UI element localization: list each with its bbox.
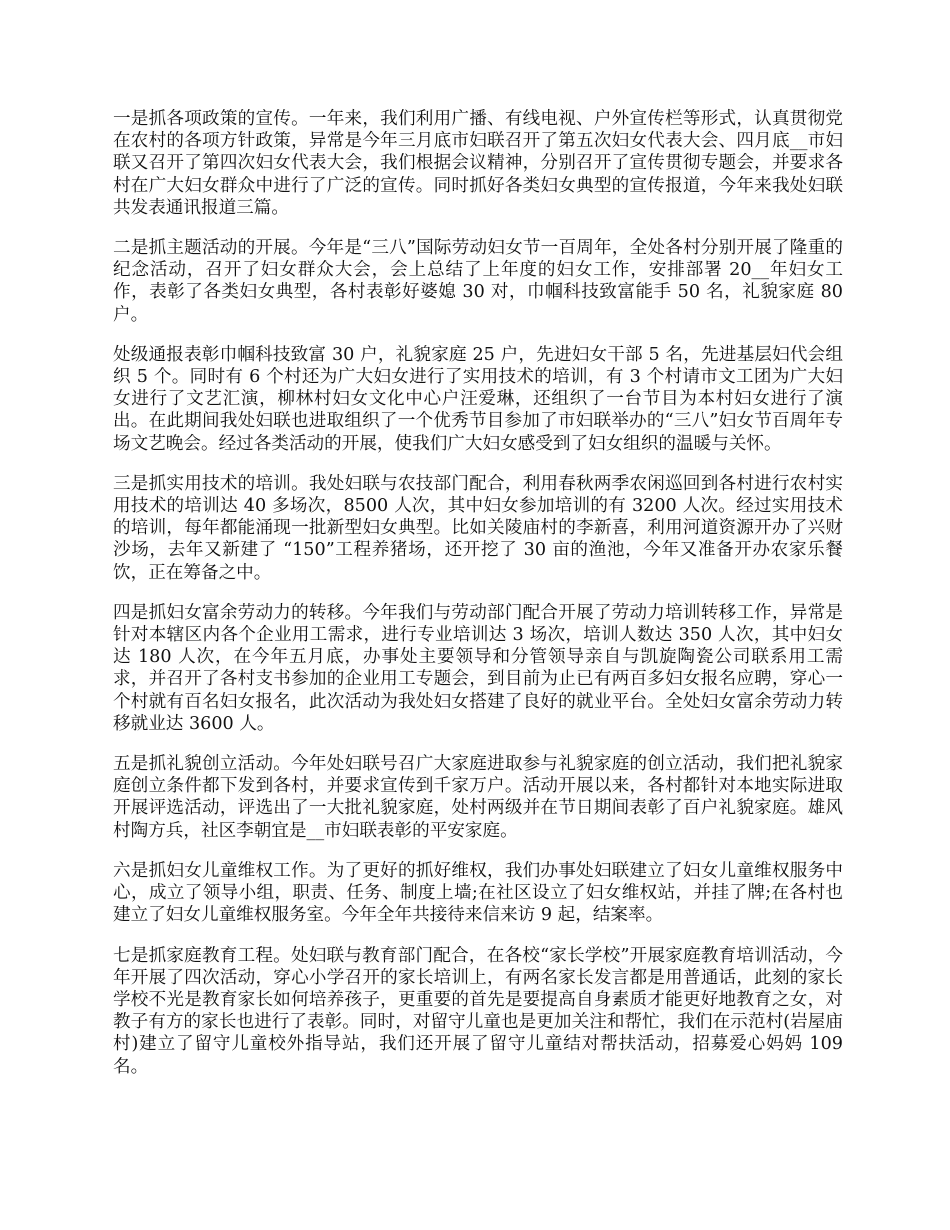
paragraph-technical-training: 三是抓实用技术的培训。我处妇联与农技部门配合，利用春秋两季农闲巡回到各村进行农村实用技术的培训达 40 多场次，8500 人次，其中妇女参加培训的有 3200 人次。经过实用技术的培训，每年都能涌现一批新型妇女典型。比如关陵庙村的李新喜，利用河道资源开办了兴财沙场，去年又新建了 “150”工程养猪场，还开挖了 30 亩的渔池，今年又准备开办农家乐餐饮，正在筹备之中。: [113, 473, 843, 583]
paragraph-commendations: 处级通报表彰巾帼科技致富 30 户，礼貌家庭 25 户，先进妇女干部 5 名，先进基层妇代会组织 5 个。同时有 6 个村还为广大妇女进行了实用技术的培训，有 3 个村请市文工团为广大妇女进行了文艺汇演，柳林村妇女文化中心户汪爱琳，还组织了一台节目为本村妇女进行了演出。在此期间我处妇联也进取组织了一个优秀节目参加了市妇联举办的“三八”妇女节百周年专场文艺晚会。经过各类活动的开展，使我们广大妇女感受到了妇女组织的温暖与关怀。: [113, 344, 843, 454]
paragraph-rights-protection: 六是抓妇女儿童维权工作。为了更好的抓好维权，我们办事处妇联建立了妇女儿童维权服务中心，成立了领导小组，职责、任务、制度上墙;在社区设立了妇女维权站，并挂了牌;在各村也建立了妇女儿童维权服务室。今年全年共接待来信来访 9 起，结案率。: [113, 860, 843, 926]
paragraph-policy-promotion: 一是抓各项政策的宣传。一年来，我们利用广播、有线电视、户外宣传栏等形式，认真贯彻党在农村的各项方针政策，异常是今年三月底市妇联召开了第五次妇女代表大会、四月底__市妇联又召开了第四次妇女代表大会，我们根据会议精神，分别召开了宣传贯彻专题会，并要求各村在广大妇女群众中进行了广泛的宣传。同时抓好各类妇女典型的宣传报道，今年来我处妇联共发表通讯报道三篇。: [113, 109, 843, 218]
paragraph-labor-transfer: 四是抓妇女富余劳动力的转移。今年我们与劳动部门配合开展了劳动力培训转移工作，异常是针对本辖区内各个企业用工需求，进行专业培训达 3 场次，培训人数达 350 人次，其中妇女达 180 人次，在今年五月底，办事处主要领导和分管领导亲自与凯旋陶瓷公司联系用工需求，并召开了各村支书参加的企业用工专题会，到目前为止已有两百多妇女报名应聘，穿心一个村就有百名妇女报名，此次活动为我处妇女搭建了良好的就业平台。全处妇女富余劳动力转移就业达 3600 人。: [113, 602, 843, 734]
document-body: [113, 108, 843, 1096]
paragraph-family-education: 七是抓家庭教育工程。处妇联与教育部门配合，在各校“家长学校”开展家庭教育培训活动，今年开展了四次活动，穿心小学召开的家长培训上，有两名家长发言都是用普通话，此刻的家长学校不光是教育家长如何培养孩子，更重要的首先是要提高自身素质才能更好地教育之女，对教子有方的家长也进行了表彰。同时，对留守儿童也是更加关注和帮忙，我们在示范村(岩屋庙村)建立了留守儿童校外指导站，我们还开展了留守儿童结对帮扶活动，招募爱心妈妈 109 名。: [113, 945, 843, 1077]
paragraph-civilized-families: 五是抓礼貌创立活动。今年处妇联号召广大家庭进取参与礼貌家庭的创立活动，我们把礼貌家庭创立条件都下发到各村，并要求宣传到千家万户。活动开展以来，各村都针对本地实际进取开展评选活动，评选出了一大批礼貌家庭，处村两级并在节日期间表彰了百户礼貌家庭。雄风村陶方兵，社区李朝宜是__市妇联表彰的平安家庭。: [113, 754, 843, 841]
paragraph-theme-activities: 二是抓主题活动的开展。今年是“三八”国际劳动妇女节一百周年，全处各村分别开展了隆重的纪念活动，召开了妇女群众大会，会上总结了上年度的妇女工作，安排部署 20__年妇女工作，表彰了各类妇女典型，各村表彰好婆媳 30 对，巾帼科技致富能手 50 名，礼貌家庭 80 户。: [113, 238, 843, 325]
